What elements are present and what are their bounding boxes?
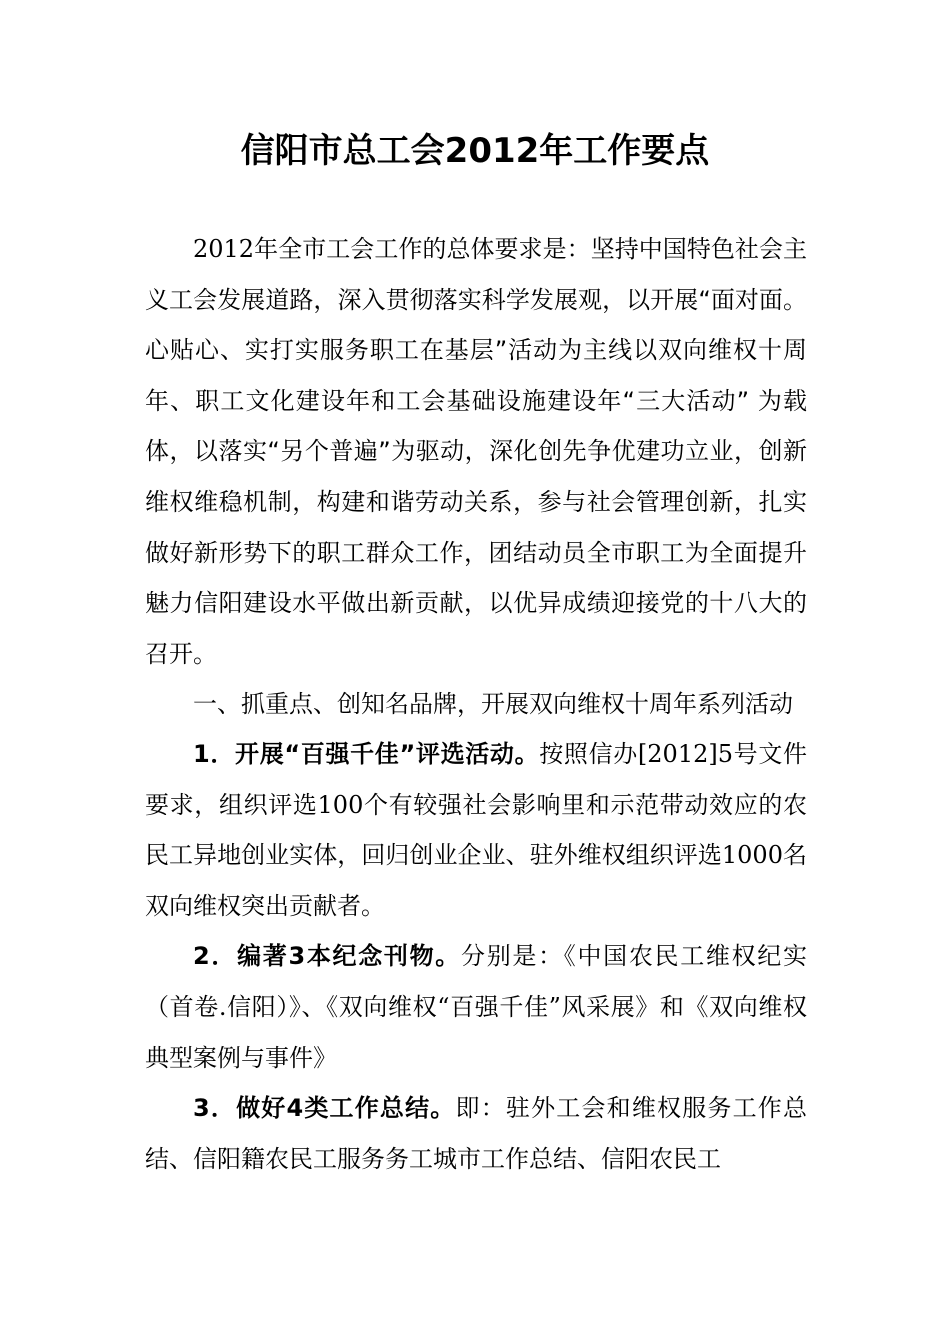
intro-lead: 2012年全市工会工作的总体要求是： xyxy=(193,235,591,263)
item-paragraph-2 xyxy=(145,932,807,1084)
document-body xyxy=(145,225,807,1185)
item-paragraph-3 xyxy=(145,1084,807,1185)
intro-text: 坚持中国特色社会主义工会发展道路，深入贯彻落实科学发展观，以开展“面对面。心贴心、实打实服务职工在基层”活动为主线以双向维权十周年、职工文化建设年和工会基础设施建设年“三大活动” 为载体，以落实“另个普遍”为驱动，深化创先争优建功立业，创新维权维稳机制，构建和谐劳动关系，参与社会管理创新，扎实做好新形势下的职工群众工作，团结动员全市职工为全面提升魅力信阳建设水平做出新贡献，以优异成绩迎接党的十八大的召开。 xyxy=(145,235,808,668)
item-text: 分别是：《中国农民工维权纪实（首卷.信阳）》、《双向维权“百强千佳”风采展》和《双向维权典型案例与事件》 xyxy=(145,942,808,1072)
item-lead: 1．开展“百强千佳”评选活动。 xyxy=(193,739,540,768)
item-text: 即：驻外工会和维权服务工作总结、信阳籍农民工服务务工城市工作总结、信阳农民工 xyxy=(145,1094,808,1173)
item-text: 按照信办[2012]5号文件要求，组织评选100个有较强社会影响里和示范带动效应的农民工异地创业实体，回归创业企业、驻外维权组织评选1000名双向维权突出贡献者。 xyxy=(145,739,807,920)
item-lead: 2．编著3本纪念刊物。 xyxy=(193,942,462,971)
document-title: 信阳市总工会2012年工作要点 xyxy=(240,131,710,171)
item-paragraph-1 xyxy=(145,730,807,932)
intro-paragraph xyxy=(145,225,807,680)
section-heading: 一、抓重点、创知名品牌，开展双向维权十周年系列活动 xyxy=(193,690,793,719)
item-lead: 3．做好4类工作总结。 xyxy=(193,1094,456,1123)
